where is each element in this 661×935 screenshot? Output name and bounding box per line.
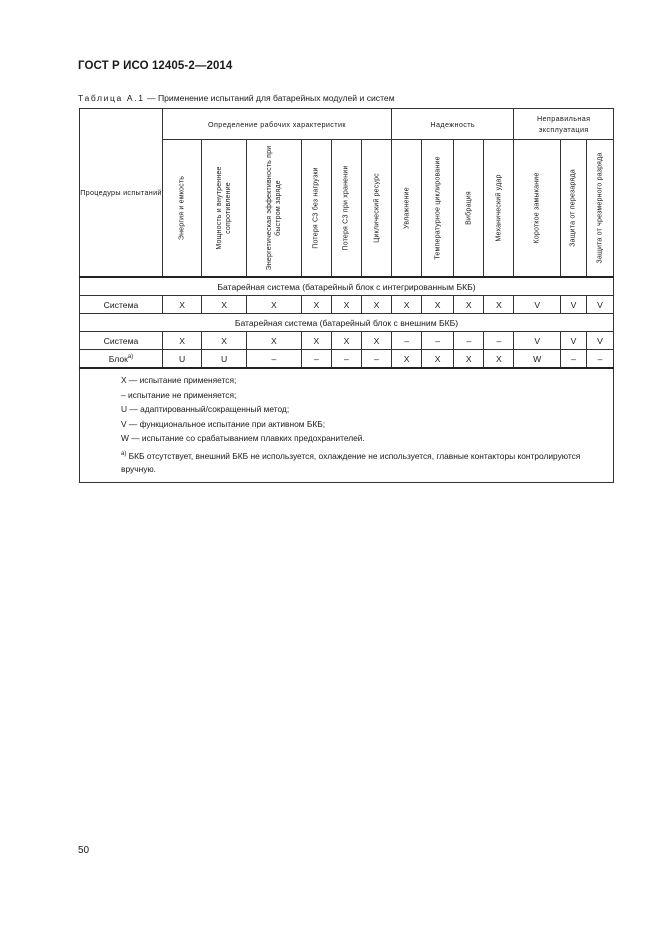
footnote-ref: a) bbox=[127, 353, 134, 360]
table-cell: X bbox=[484, 350, 514, 369]
column-header bbox=[422, 140, 454, 278]
table-cell: X bbox=[392, 350, 422, 369]
table-cell: X bbox=[331, 296, 361, 314]
column-header-label: Энергия и емкость bbox=[178, 175, 186, 241]
table-cell: – bbox=[561, 350, 587, 369]
procedures-header: Процедуры испытаний bbox=[80, 109, 163, 278]
column-header bbox=[162, 140, 201, 278]
column-header bbox=[484, 140, 514, 278]
legend-note: X — испытание применяется; bbox=[121, 375, 237, 385]
table-cell: W bbox=[514, 350, 561, 369]
table-cell: X bbox=[162, 332, 201, 350]
table-cell: X bbox=[202, 296, 247, 314]
table-cell: X bbox=[454, 350, 484, 369]
row-label bbox=[80, 350, 163, 369]
column-header-label: Вибрация bbox=[465, 191, 473, 225]
table-cell: X bbox=[331, 332, 361, 350]
column-header-label: Энергетическая эффективность при быстром заряде bbox=[265, 145, 282, 271]
legend-note: U — адаптированный/сокращенный метод; bbox=[121, 404, 290, 414]
table-cell: V bbox=[561, 332, 587, 350]
group-header-performance: Определение рабочих характеристик bbox=[162, 109, 391, 140]
table-cell: X bbox=[301, 332, 331, 350]
table-cell: – bbox=[484, 332, 514, 350]
table-cell: X bbox=[392, 296, 422, 314]
table-cell: V bbox=[514, 332, 561, 350]
table-cell: X bbox=[422, 296, 454, 314]
table-cell: – bbox=[301, 350, 331, 369]
column-header bbox=[392, 140, 422, 278]
row-label: Система bbox=[80, 332, 163, 350]
table-cell: – bbox=[422, 332, 454, 350]
table-cell: X bbox=[361, 296, 391, 314]
column-header-label: Увлажнение bbox=[403, 187, 411, 229]
table-cell: X bbox=[484, 296, 514, 314]
table-row bbox=[80, 350, 614, 369]
table-cell: – bbox=[361, 350, 391, 369]
table-notes bbox=[80, 368, 614, 482]
column-header-label: Циклический ресурс bbox=[373, 173, 380, 243]
table-cell: V bbox=[586, 296, 613, 314]
column-header-label: Защита от чрезмерного разряда bbox=[596, 152, 604, 264]
column-header bbox=[586, 140, 613, 278]
column-header bbox=[361, 140, 391, 278]
column-header-label: Механический удар bbox=[495, 174, 503, 242]
page-number: 50 bbox=[78, 845, 90, 856]
legend-note: – испытание не применяется; bbox=[121, 389, 237, 400]
table-cell: – bbox=[454, 332, 484, 350]
legend-note: W — испытание со срабатыванием плавких предохранителей. bbox=[121, 433, 365, 443]
table-cell: V bbox=[561, 296, 587, 314]
table-cell: X bbox=[422, 350, 454, 369]
table-cell: X bbox=[246, 332, 301, 350]
table-cell: – bbox=[331, 350, 361, 369]
legend-note: V — функциональное испытание при активном БКБ; bbox=[121, 418, 326, 429]
table-cell: X bbox=[454, 296, 484, 314]
document-header: ГОСТ Р ИСО 12405-2—2014 bbox=[78, 60, 233, 72]
table-row bbox=[80, 332, 614, 350]
table-row bbox=[80, 296, 614, 314]
column-header-label: Потеря СЗ при хранении bbox=[342, 165, 350, 251]
group-header-abuse: Неправильная эксплуатация bbox=[514, 109, 614, 140]
column-header bbox=[454, 140, 484, 278]
section-title-external-bms: Батарейная система (батарейный блок с внешним БКБ) bbox=[80, 314, 614, 332]
column-header-label: Температурное циклирование bbox=[434, 156, 442, 260]
table-cell: U bbox=[162, 350, 201, 369]
column-header bbox=[246, 140, 301, 278]
footnote-mark: a) bbox=[121, 450, 127, 457]
section-title-integrated-bms: Батарейная система (батарейный блок с интегрированным БКБ) bbox=[80, 277, 614, 296]
column-header bbox=[202, 140, 247, 278]
table-caption bbox=[78, 93, 395, 103]
group-header-reliability: Надежность bbox=[392, 109, 514, 140]
column-header bbox=[331, 140, 361, 278]
table-cell: V bbox=[586, 332, 613, 350]
column-header bbox=[514, 140, 561, 278]
table-cell: U bbox=[202, 350, 247, 369]
column-header-label: Мощность и внутреннее сопротивление bbox=[216, 166, 233, 250]
table-caption-text: — Применение испытаний для батарейных модулей и систем bbox=[144, 93, 395, 103]
column-header-label: Защита от перезаряда bbox=[569, 169, 577, 247]
column-header bbox=[561, 140, 587, 278]
row-label: Система bbox=[80, 296, 163, 314]
table-cell: X bbox=[361, 332, 391, 350]
row-label-text: Блок bbox=[108, 353, 128, 364]
table-cell: X bbox=[162, 296, 201, 314]
test-application-table bbox=[79, 108, 614, 483]
table-cell: – bbox=[392, 332, 422, 350]
table-cell: – bbox=[246, 350, 301, 369]
table-cell: X bbox=[202, 332, 247, 350]
table-cell: X bbox=[246, 296, 301, 314]
footnote-text: БКБ отсутствует, внешний БКБ не используется, охлаждение не используется, главные контакторы контролируются вручную. bbox=[121, 450, 581, 474]
column-header-label: Короткое замыкание bbox=[533, 172, 541, 244]
table-cell: X bbox=[301, 296, 331, 314]
table-cell: V bbox=[514, 296, 561, 314]
table-caption-prefix: Таблица А.1 bbox=[78, 93, 145, 103]
table-cell: – bbox=[586, 350, 613, 369]
footnote bbox=[86, 450, 607, 476]
column-header bbox=[301, 140, 331, 278]
column-header-label: Потеря СЗ без нагрузки bbox=[312, 167, 320, 249]
